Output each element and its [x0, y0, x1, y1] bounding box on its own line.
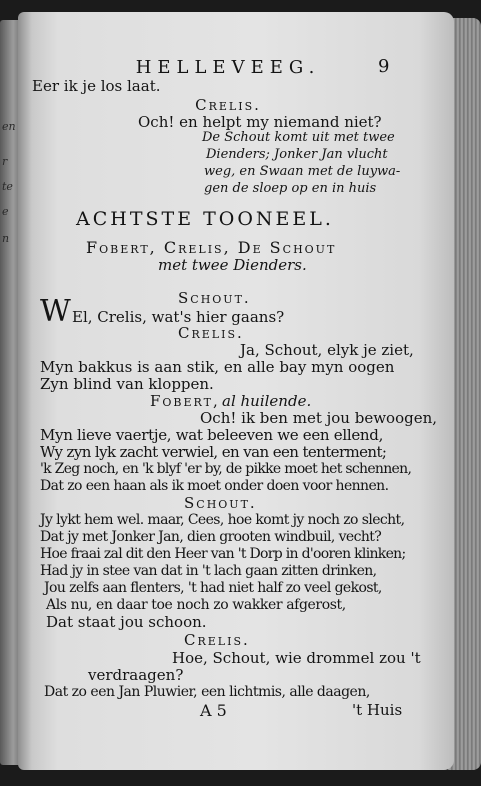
- left-page-fragment: en: [2, 120, 16, 133]
- verse-line: Als nu, en daar toe noch zo wakker afgerost,: [46, 597, 346, 613]
- page-number: 9: [378, 56, 390, 77]
- verse-line: Zyn blind van kloppen.: [40, 375, 214, 393]
- verse-line: Dat zo een haan als ik moet onder doen voor hennen.: [40, 478, 389, 494]
- verse-line: Och! ik ben met jou bewoogen,: [200, 409, 438, 427]
- left-page-fragment: r: [2, 155, 8, 168]
- verse-line: Hoe, Schout, wie drommel zou 't: [172, 649, 421, 667]
- verse-line: Hoe fraai zal dit den Heer van 't Dorp in d'ooren klinken;: [40, 546, 406, 562]
- catchword: 't Huis: [352, 701, 403, 719]
- verse-line: El, Crelis, wat's hier gaans?: [72, 308, 285, 326]
- scene-title: ACHTSTE TOONEEL.: [76, 208, 334, 230]
- speaker-name: Schout.: [178, 289, 251, 307]
- left-page-fragment: e: [2, 205, 9, 218]
- verse-line: Had jy in stee van dat in 't lach gaan zitten drinken,: [40, 563, 377, 579]
- cast-list: Fobert, Crelis, De Schout: [86, 238, 337, 257]
- speaker-name: Crelis.: [184, 631, 250, 649]
- cast-list: met twee Dienders.: [158, 256, 307, 274]
- stage-direction: De Schout komt uit met twee: [202, 130, 395, 145]
- running-title: HELLEVEEG.: [135, 57, 321, 78]
- verse-line: Wy zyn lyk zacht verwiel, en van een tenterment;: [40, 443, 387, 461]
- verse-line: Ja, Schout, elyk je ziet,: [240, 341, 414, 359]
- left-page-fragment: n: [2, 232, 10, 245]
- left-page-fragment: te: [2, 180, 13, 193]
- verse-line: Eer ik je los laat.: [32, 77, 161, 95]
- verse-line: Jy lykt hem wel. maar, Cees, hoe komt jy noch zo slecht,: [40, 512, 405, 528]
- verse-line: verdraagen?: [88, 666, 184, 684]
- drop-cap: W: [40, 294, 71, 329]
- verse-line: 'k Zeg noch, en 'k blyf 'er by, de pikke moet het schennen,: [40, 461, 412, 477]
- speaker-name: Crelis.: [178, 324, 244, 342]
- verse-line: Dat zo een Jan Pluwier, een lichtmis, alle daagen,: [44, 684, 370, 700]
- stage-direction: al huilende.: [222, 392, 312, 410]
- speaker-name: Schout.: [184, 494, 257, 512]
- verse-line: Dat staat jou schoon.: [46, 613, 207, 631]
- verse-line: Dat jy met Jonker Jan, dien grooten windbuil, vecht?: [40, 529, 382, 545]
- verse-line: Myn bakkus is aan stik, en alle bay myn oogen: [40, 358, 395, 376]
- speaker-name: Crelis.: [195, 96, 261, 114]
- stage-direction: Dienders; Jonker Jan vlucht: [206, 147, 388, 162]
- signature-mark: A 5: [200, 701, 227, 720]
- speaker-name: Fobert,: [150, 392, 220, 410]
- verse-line: Myn lieve vaertje, wat beleeven we een ellend,: [40, 426, 384, 444]
- stage-direction: weg, en Swaan met de luywa-: [204, 164, 401, 179]
- verse-line: Och! en helpt my niemand niet?: [138, 113, 382, 131]
- stage-direction: gen de sloep op en in huis: [204, 181, 377, 196]
- verse-line: Jou zelfs aan flenters, 't had niet half zo veel gekost,: [44, 580, 382, 596]
